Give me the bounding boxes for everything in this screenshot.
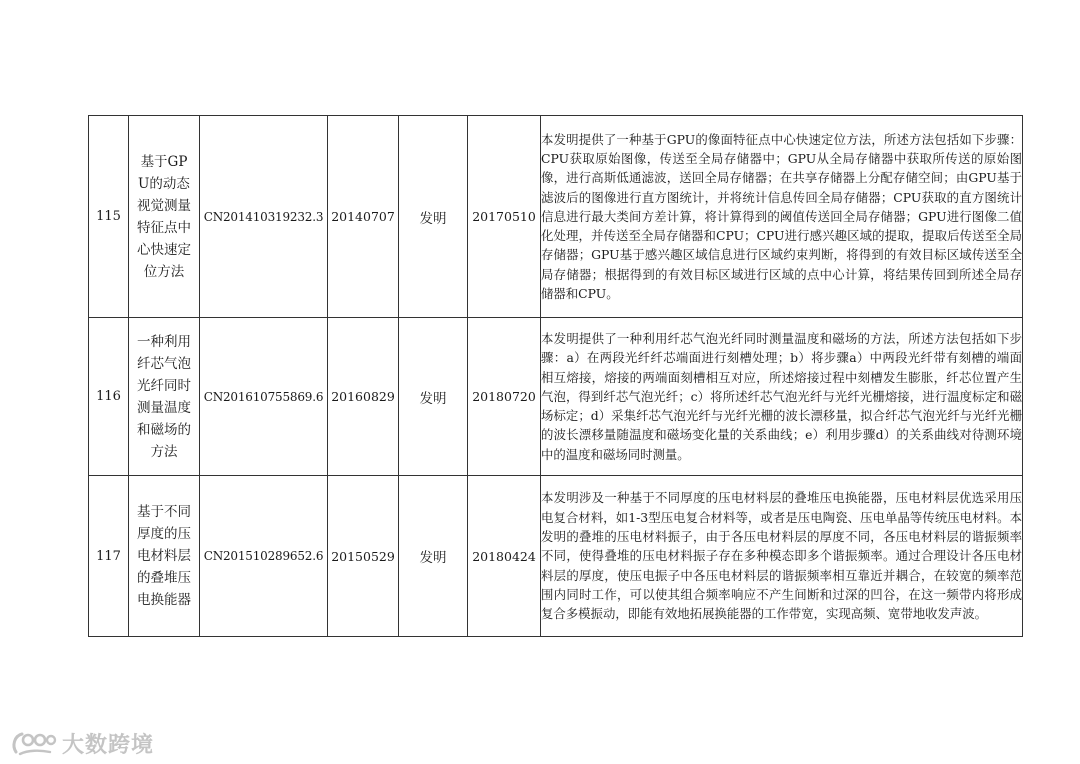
application-number: CN201610755869.6 (200, 318, 328, 476)
patent-type: 发明 (399, 476, 468, 637)
application-number: CN201510289652.6 (200, 476, 328, 637)
application-date: 20160829 (328, 318, 399, 476)
table-row (89, 318, 1023, 476)
patent-name-cell (129, 318, 200, 476)
patent-type: 发明 (399, 116, 468, 318)
grant-date: 20180720 (468, 318, 541, 476)
patent-name: 基于GPU的动态视觉测量特征点中心快速定位方法 (137, 153, 191, 280)
application-number: CN201410319232.3 (200, 116, 328, 318)
patent-abstract: 本发明提供了一种利用纤芯气泡光纤同时测量温度和磁场的方法，所述方法包括如下步骤：a）在两段光纤纤芯端面进行刻槽处理；b）将步骤a）中两段光纤带有刻槽的端面相互熔接，熔接的两端面刻槽相互对应，所述熔接过程中刻槽发生膨胀，纤芯位置产生气泡，得到纤芯气泡光纤；c）将所述纤芯气泡光纤与光纤光栅熔接，进行温度标定和磁场标定；d）采集纤芯气泡光纤与光纤光栅的波长漂移量，拟合纤芯气泡光纤与光纤光栅的波长漂移量随温度和磁场变化量的关系曲线；e）利用步骤d）的关系曲线对待测环境中的温度和磁场同时测量。 (541, 318, 1023, 476)
grant-date: 20170510 (468, 116, 541, 318)
row-number: 116 (89, 318, 129, 476)
patent-table (88, 115, 1023, 637)
row-number: 117 (89, 476, 129, 637)
grant-date: 20180424 (468, 476, 541, 637)
watermark (10, 726, 154, 760)
row-number: 115 (89, 116, 129, 318)
patent-abstract: 本发明涉及一种基于不同厚度的压电材料层的叠堆压电换能器，压电材料层优选采用压电复合材料，如1-3型压电复合材料等，或者是压电陶瓷、压电单晶等传统压电材料。本发明的叠堆的压电材料振子，由于各压电材料层的厚度不同，各压电材料层的谐振频率不同，使得叠堆的压电材料振子存在多种模态即多个谐振频率。通过合理设计各压电材料层的厚度，使压电振子中各压电材料层的谐振频率相互靠近并耦合，在较宽的频率范围内同时工作，可以使其组合频率响应不产生间断和过深的凹谷，在这一频带内将形成复合多模振动，即能有效地拓展换能器的工作带宽，实现高频、宽带地收发声波。 (541, 476, 1023, 637)
patent-name: 基于不同厚度的压电材料层的叠堆压电换能器 (137, 504, 191, 608)
table-row (89, 476, 1023, 637)
patent-name-cell (129, 476, 200, 637)
patent-name: 一种利用纤芯气泡光纤同时测量温度和磁场的方法 (137, 333, 191, 460)
application-date: 20150529 (328, 476, 399, 637)
patent-type: 发明 (399, 318, 468, 476)
watermark-logo-icon (10, 728, 58, 758)
patent-name-cell (129, 116, 200, 318)
patent-abstract: 本发明提供了一种基于GPU的像面特征点中心快速定位方法，所述方法包括如下步骤：CPU获取原始图像，传送至全局存储器中；GPU从全局存储器中获取所传送的原始图像，进行高斯低通滤波，送回全局存储器；在共享存储器上分配存储空间；由GPU基于滤波后的图像进行直方图统计，并将统计信息传回全局存储器；CPU获取的直方图统计信息进行最大类间方差计算，将计算得到的阈值传送回全局存储器；GPU进行图像二值化处理，并传送至全局存储器和CPU；CPU进行感兴趣区域的提取，提取后传送至全局存储器；GPU基于感兴趣区域信息进行区域约束判断，将得到的有效目标区域传送至全局存储器；根据得到的有效目标区域进行区域的点中心计算，将结果传回到所述全局存储器和CPU。 (541, 116, 1023, 318)
application-date: 20140707 (328, 116, 399, 318)
watermark-text: 大数跨境 (62, 732, 155, 758)
table-row (89, 116, 1023, 318)
